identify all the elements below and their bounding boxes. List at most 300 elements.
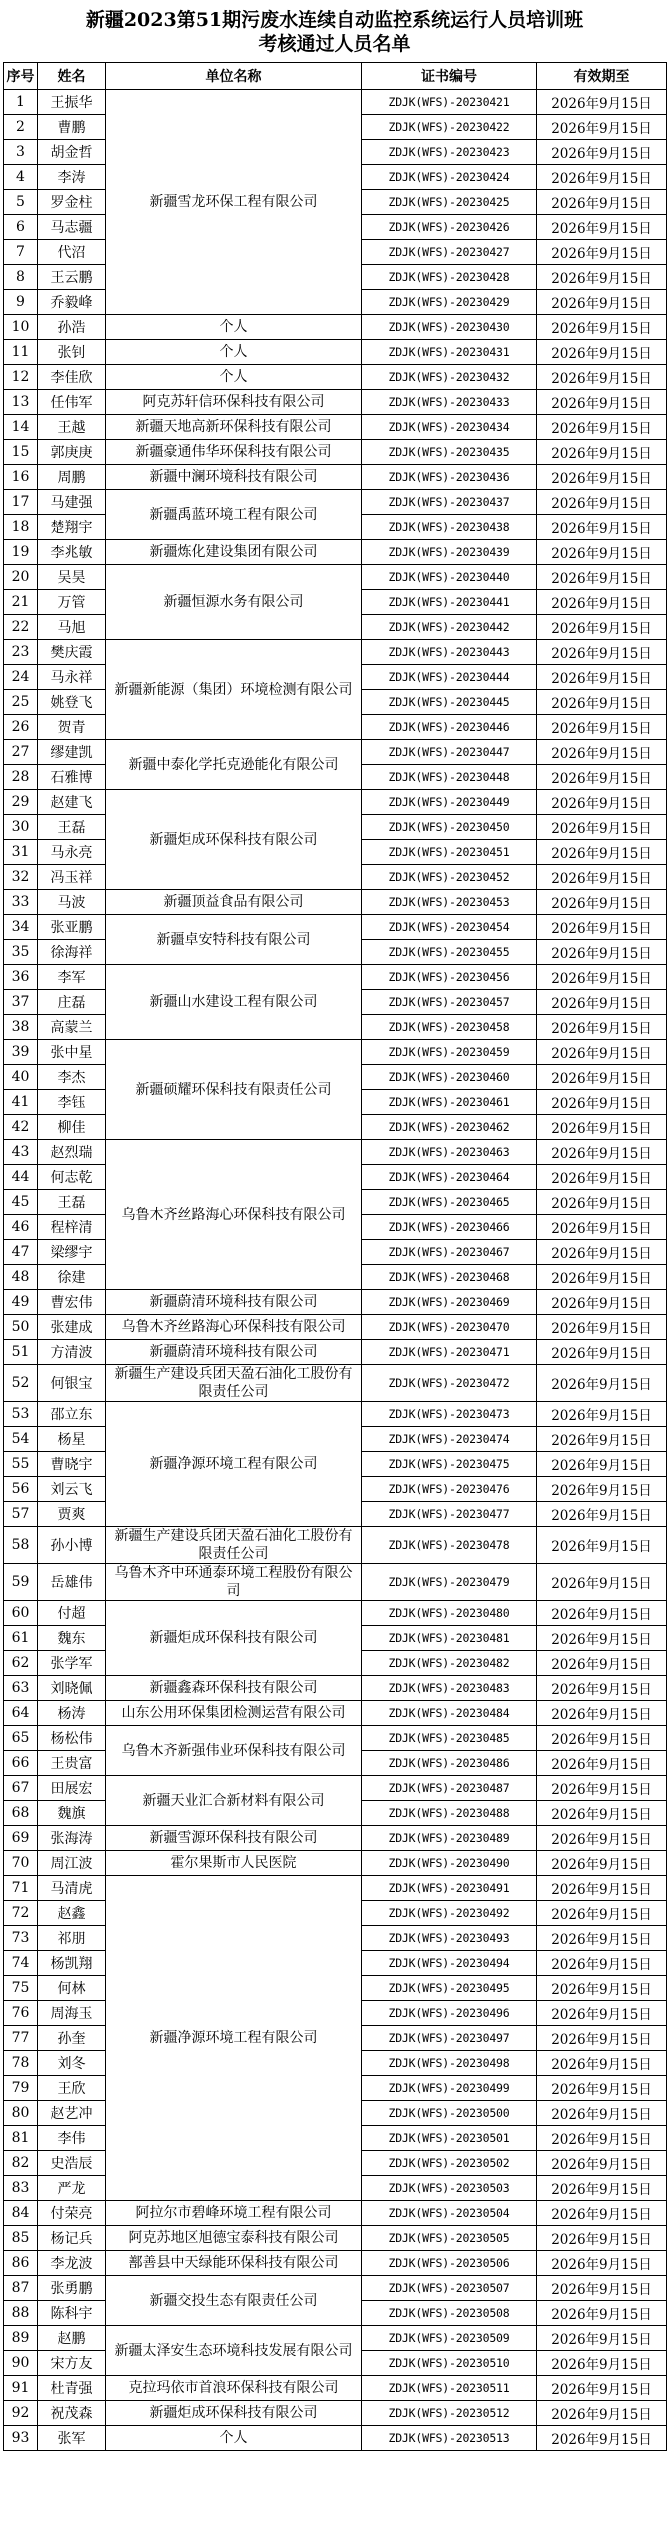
row-unit: 新疆交投生态有限责任公司 (106, 2276, 362, 2326)
row-unit: 个人 (106, 315, 362, 340)
row-valid-until: 2026年9月15日 (537, 1040, 667, 1065)
row-seq: 51 (4, 1340, 38, 1365)
row-cert: ZDJK(WFS)-20230512 (362, 2401, 537, 2426)
row-cert: ZDJK(WFS)-20230470 (362, 1315, 537, 1340)
row-unit: 新疆蔚清环境科技有限公司 (106, 1290, 362, 1315)
row-unit: 乌鲁木齐丝路海心环保科技有限公司 (106, 1315, 362, 1340)
table-row (4, 2276, 667, 2301)
row-cert: ZDJK(WFS)-20230443 (362, 640, 537, 665)
row-seq: 24 (4, 665, 38, 690)
row-name: 孙小博 (38, 1527, 106, 1564)
table-row (4, 1564, 667, 1601)
row-seq: 65 (4, 1726, 38, 1751)
row-cert: ZDJK(WFS)-20230465 (362, 1190, 537, 1215)
row-seq: 19 (4, 540, 38, 565)
row-seq: 91 (4, 2376, 38, 2401)
row-seq: 4 (4, 165, 38, 190)
row-unit: 阿克苏轩信环保科技有限公司 (106, 390, 362, 415)
row-name: 宋方友 (38, 2351, 106, 2376)
table-row (4, 1676, 667, 1701)
row-name: 柳佳 (38, 1115, 106, 1140)
row-cert: ZDJK(WFS)-20230511 (362, 2376, 537, 2401)
row-unit: 新疆鑫森环保科技有限公司 (106, 1676, 362, 1701)
row-cert: ZDJK(WFS)-20230498 (362, 2051, 537, 2076)
row-valid-until: 2026年9月15日 (537, 290, 667, 315)
row-unit: 新疆硕耀环保科技有限责任公司 (106, 1040, 362, 1140)
row-unit: 新疆太泽安生态环境科技发展有限公司 (106, 2326, 362, 2376)
row-name: 付超 (38, 1601, 106, 1626)
row-cert: ZDJK(WFS)-20230451 (362, 840, 537, 865)
table-row (4, 540, 667, 565)
row-valid-until: 2026年9月15日 (537, 490, 667, 515)
row-valid-until: 2026年9月15日 (537, 2076, 667, 2101)
row-valid-until: 2026年9月15日 (537, 1065, 667, 1090)
row-cert: ZDJK(WFS)-20230460 (362, 1065, 537, 1090)
row-cert: ZDJK(WFS)-20230508 (362, 2301, 537, 2326)
row-unit: 新疆中泰化学托克逊能化有限公司 (106, 740, 362, 790)
row-cert: ZDJK(WFS)-20230423 (362, 140, 537, 165)
row-name: 李钰 (38, 1090, 106, 1115)
row-valid-until: 2026年9月15日 (537, 265, 667, 290)
row-valid-until: 2026年9月15日 (537, 1676, 667, 1701)
row-name: 乔毅峰 (38, 290, 106, 315)
row-name: 马永亮 (38, 840, 106, 865)
row-unit: 新疆净源环境工程有限公司 (106, 1876, 362, 2201)
row-seq: 23 (4, 640, 38, 665)
row-name: 徐建 (38, 1265, 106, 1290)
row-cert: ZDJK(WFS)-20230493 (362, 1926, 537, 1951)
row-seq: 12 (4, 365, 38, 390)
row-name: 马永祥 (38, 665, 106, 690)
row-seq: 79 (4, 2076, 38, 2101)
table-row (4, 1851, 667, 1876)
row-seq: 80 (4, 2101, 38, 2126)
header-seq: 序号 (4, 63, 38, 90)
row-cert: ZDJK(WFS)-20230466 (362, 1215, 537, 1240)
row-name: 王云鹏 (38, 265, 106, 290)
row-seq: 62 (4, 1651, 38, 1676)
row-cert: ZDJK(WFS)-20230433 (362, 390, 537, 415)
title-line-1: 新疆2023第51期污废水连续自动监控系统运行人员培训班 (85, 9, 584, 31)
row-name: 祁朋 (38, 1926, 106, 1951)
row-cert: ZDJK(WFS)-20230487 (362, 1776, 537, 1801)
row-cert: ZDJK(WFS)-20230477 (362, 1502, 537, 1527)
row-valid-until: 2026年9月15日 (537, 840, 667, 865)
row-unit: 霍尔果斯市人民医院 (106, 1851, 362, 1876)
row-cert: ZDJK(WFS)-20230461 (362, 1090, 537, 1115)
row-name: 曹晓宇 (38, 1452, 106, 1477)
row-name: 魏旗 (38, 1801, 106, 1826)
row-name: 罗金柱 (38, 190, 106, 215)
row-name: 何林 (38, 1976, 106, 2001)
row-valid-until: 2026年9月15日 (537, 865, 667, 890)
row-unit: 阿克苏地区旭德宝泰科技有限公司 (106, 2226, 362, 2251)
table-row (4, 1776, 667, 1801)
row-cert: ZDJK(WFS)-20230488 (362, 1801, 537, 1826)
row-valid-until: 2026年9月15日 (537, 1240, 667, 1265)
row-valid-until: 2026年9月15日 (537, 765, 667, 790)
row-cert: ZDJK(WFS)-20230478 (362, 1527, 537, 1564)
row-seq: 18 (4, 515, 38, 540)
row-cert: ZDJK(WFS)-20230456 (362, 965, 537, 990)
row-cert: ZDJK(WFS)-20230475 (362, 1452, 537, 1477)
row-cert: ZDJK(WFS)-20230495 (362, 1976, 537, 2001)
row-unit: 新疆炬成环保科技有限公司 (106, 790, 362, 890)
row-name: 王欣 (38, 2076, 106, 2101)
row-name: 李佳欣 (38, 365, 106, 390)
row-valid-until: 2026年9月15日 (537, 1564, 667, 1601)
row-seq: 21 (4, 590, 38, 615)
row-name: 周海玉 (38, 2001, 106, 2026)
row-name: 李龙波 (38, 2251, 106, 2276)
row-seq: 35 (4, 940, 38, 965)
row-valid-until: 2026年9月15日 (537, 240, 667, 265)
row-unit: 新疆新能源（集团）环境检测有限公司 (106, 640, 362, 740)
row-unit: 新疆恒源水务有限公司 (106, 565, 362, 640)
row-seq: 41 (4, 1090, 38, 1115)
row-seq: 53 (4, 1402, 38, 1427)
row-valid-until: 2026年9月15日 (537, 690, 667, 715)
row-cert: ZDJK(WFS)-20230440 (362, 565, 537, 590)
row-seq: 13 (4, 390, 38, 415)
table-row (4, 890, 667, 915)
table-row (4, 465, 667, 490)
table-row (4, 415, 667, 440)
row-cert: ZDJK(WFS)-20230453 (362, 890, 537, 915)
row-name: 楚翔宇 (38, 515, 106, 540)
row-valid-until: 2026年9月15日 (537, 2201, 667, 2226)
table-row (4, 1365, 667, 1402)
row-valid-until: 2026年9月15日 (537, 790, 667, 815)
row-cert: ZDJK(WFS)-20230436 (362, 465, 537, 490)
row-seq: 48 (4, 1265, 38, 1290)
row-cert: ZDJK(WFS)-20230429 (362, 290, 537, 315)
row-name: 张军 (38, 2426, 106, 2451)
row-name: 吴昊 (38, 565, 106, 590)
row-cert: ZDJK(WFS)-20230503 (362, 2176, 537, 2201)
row-name: 杨凯翔 (38, 1951, 106, 1976)
table-row (4, 390, 667, 415)
row-cert: ZDJK(WFS)-20230438 (362, 515, 537, 540)
row-name: 王振华 (38, 90, 106, 115)
row-name: 张钊 (38, 340, 106, 365)
row-valid-until: 2026年9月15日 (537, 940, 667, 965)
row-seq: 93 (4, 2426, 38, 2451)
row-seq: 77 (4, 2026, 38, 2051)
table-row (4, 1340, 667, 1365)
row-valid-until: 2026年9月15日 (537, 2351, 667, 2376)
row-valid-until: 2026年9月15日 (537, 1165, 667, 1190)
row-name: 任伟军 (38, 390, 106, 415)
row-name: 曹鹏 (38, 115, 106, 140)
row-cert: ZDJK(WFS)-20230448 (362, 765, 537, 790)
row-valid-until: 2026年9月15日 (537, 1651, 667, 1676)
header-name: 姓名 (38, 63, 106, 90)
row-valid-until: 2026年9月15日 (537, 1851, 667, 1876)
row-name: 马旭 (38, 615, 106, 640)
row-valid-until: 2026年9月15日 (537, 2051, 667, 2076)
table-header-row (4, 63, 667, 90)
row-seq: 72 (4, 1901, 38, 1926)
row-valid-until: 2026年9月15日 (537, 990, 667, 1015)
row-valid-until: 2026年9月15日 (537, 165, 667, 190)
row-name: 代沼 (38, 240, 106, 265)
row-name: 岳雄伟 (38, 1564, 106, 1601)
row-cert: ZDJK(WFS)-20230504 (362, 2201, 537, 2226)
row-name: 田展宏 (38, 1776, 106, 1801)
row-name: 贺青 (38, 715, 106, 740)
row-valid-until: 2026年9月15日 (537, 1090, 667, 1115)
row-seq: 28 (4, 765, 38, 790)
row-valid-until: 2026年9月15日 (537, 1402, 667, 1427)
row-unit: 新疆山水建设工程有限公司 (106, 965, 362, 1040)
table-row (4, 1315, 667, 1340)
row-unit: 新疆卓安特科技有限公司 (106, 915, 362, 965)
row-name: 石雅博 (38, 765, 106, 790)
row-seq: 1 (4, 90, 38, 115)
row-seq: 16 (4, 465, 38, 490)
row-unit: 鄯善县中天绿能环保科技有限公司 (106, 2251, 362, 2276)
row-cert: ZDJK(WFS)-20230421 (362, 90, 537, 115)
row-name: 杨涛 (38, 1701, 106, 1726)
row-name: 刘云飞 (38, 1477, 106, 1502)
row-cert: ZDJK(WFS)-20230441 (362, 590, 537, 615)
row-cert: ZDJK(WFS)-20230507 (362, 2276, 537, 2301)
row-seq: 14 (4, 415, 38, 440)
row-name: 张海涛 (38, 1826, 106, 1851)
table-row (4, 2251, 667, 2276)
row-name: 杜青强 (38, 2376, 106, 2401)
row-name: 赵鹏 (38, 2326, 106, 2351)
row-cert: ZDJK(WFS)-20230494 (362, 1951, 537, 1976)
row-unit: 山东公用环保集团检测运营有限公司 (106, 1701, 362, 1726)
row-seq: 39 (4, 1040, 38, 1065)
row-valid-until: 2026年9月15日 (537, 340, 667, 365)
row-seq: 33 (4, 890, 38, 915)
table-row (4, 90, 667, 115)
row-valid-until: 2026年9月15日 (537, 815, 667, 840)
row-cert: ZDJK(WFS)-20230473 (362, 1402, 537, 1427)
row-valid-until: 2026年9月15日 (537, 90, 667, 115)
row-cert: ZDJK(WFS)-20230469 (362, 1290, 537, 1315)
header-unit: 单位名称 (106, 63, 362, 90)
row-unit: 新疆生产建设兵团天盈石油化工股份有限责任公司 (106, 1527, 362, 1564)
row-valid-until: 2026年9月15日 (537, 740, 667, 765)
row-cert: ZDJK(WFS)-20230506 (362, 2251, 537, 2276)
row-valid-until: 2026年9月15日 (537, 1215, 667, 1240)
row-valid-until: 2026年9月15日 (537, 2151, 667, 2176)
row-seq: 49 (4, 1290, 38, 1315)
row-seq: 74 (4, 1951, 38, 1976)
row-seq: 66 (4, 1751, 38, 1776)
row-cert: ZDJK(WFS)-20230424 (362, 165, 537, 190)
row-name: 赵艺冲 (38, 2101, 106, 2126)
row-seq: 9 (4, 290, 38, 315)
row-seq: 45 (4, 1190, 38, 1215)
row-seq: 6 (4, 215, 38, 240)
row-seq: 40 (4, 1065, 38, 1090)
row-name: 刘晓佩 (38, 1676, 106, 1701)
row-cert: ZDJK(WFS)-20230457 (362, 990, 537, 1015)
row-name: 庄磊 (38, 990, 106, 1015)
personnel-table (3, 62, 667, 2451)
row-cert: ZDJK(WFS)-20230445 (362, 690, 537, 715)
table-row (4, 2201, 667, 2226)
row-seq: 10 (4, 315, 38, 340)
table-row (4, 2426, 667, 2451)
row-cert: ZDJK(WFS)-20230435 (362, 440, 537, 465)
row-valid-until: 2026年9月15日 (537, 140, 667, 165)
row-valid-until: 2026年9月15日 (537, 1265, 667, 1290)
row-valid-until: 2026年9月15日 (537, 1140, 667, 1165)
row-seq: 43 (4, 1140, 38, 1165)
row-name: 胡金哲 (38, 140, 106, 165)
row-valid-until: 2026年9月15日 (537, 1315, 667, 1340)
row-seq: 32 (4, 865, 38, 890)
row-name: 赵鑫 (38, 1901, 106, 1926)
row-valid-until: 2026年9月15日 (537, 2276, 667, 2301)
table-row (4, 1402, 667, 1427)
row-seq: 34 (4, 915, 38, 940)
row-seq: 52 (4, 1365, 38, 1402)
row-valid-until: 2026年9月15日 (537, 1926, 667, 1951)
row-seq: 22 (4, 615, 38, 640)
row-seq: 88 (4, 2301, 38, 2326)
row-name: 张建成 (38, 1315, 106, 1340)
row-seq: 78 (4, 2051, 38, 2076)
row-cert: ZDJK(WFS)-20230459 (362, 1040, 537, 1065)
row-cert: ZDJK(WFS)-20230481 (362, 1626, 537, 1651)
row-cert: ZDJK(WFS)-20230497 (362, 2026, 537, 2051)
row-name: 马清虎 (38, 1876, 106, 1901)
row-valid-until: 2026年9月15日 (537, 2251, 667, 2276)
row-seq: 5 (4, 190, 38, 215)
row-seq: 54 (4, 1427, 38, 1452)
row-seq: 25 (4, 690, 38, 715)
row-cert: ZDJK(WFS)-20230464 (362, 1165, 537, 1190)
row-valid-until: 2026年9月15日 (537, 365, 667, 390)
table-row (4, 315, 667, 340)
row-name: 李杰 (38, 1065, 106, 1090)
table-row (4, 1040, 667, 1065)
row-seq: 27 (4, 740, 38, 765)
row-cert: ZDJK(WFS)-20230471 (362, 1340, 537, 1365)
row-name: 郭庚庚 (38, 440, 106, 465)
row-seq: 56 (4, 1477, 38, 1502)
row-cert: ZDJK(WFS)-20230426 (362, 215, 537, 240)
row-valid-until: 2026年9月15日 (537, 1340, 667, 1365)
row-cert: ZDJK(WFS)-20230501 (362, 2126, 537, 2151)
row-name: 严龙 (38, 2176, 106, 2201)
row-name: 张亚鹏 (38, 915, 106, 940)
row-unit: 新疆天业汇合新材料有限公司 (106, 1776, 362, 1826)
row-seq: 59 (4, 1564, 38, 1601)
row-cert: ZDJK(WFS)-20230427 (362, 240, 537, 265)
row-cert: ZDJK(WFS)-20230485 (362, 1726, 537, 1751)
row-seq: 61 (4, 1626, 38, 1651)
row-seq: 50 (4, 1315, 38, 1340)
row-name: 马志疆 (38, 215, 106, 240)
row-valid-until: 2026年9月15日 (537, 1701, 667, 1726)
row-name: 马建强 (38, 490, 106, 515)
row-seq: 71 (4, 1876, 38, 1901)
row-seq: 83 (4, 2176, 38, 2201)
row-valid-until: 2026年9月15日 (537, 2176, 667, 2201)
row-cert: ZDJK(WFS)-20230505 (362, 2226, 537, 2251)
row-valid-until: 2026年9月15日 (537, 390, 667, 415)
row-name: 杨记兵 (38, 2226, 106, 2251)
row-valid-until: 2026年9月15日 (537, 440, 667, 465)
row-name: 徐海祥 (38, 940, 106, 965)
row-name: 何志乾 (38, 1165, 106, 1190)
row-valid-until: 2026年9月15日 (537, 565, 667, 590)
row-valid-until: 2026年9月15日 (537, 2126, 667, 2151)
row-cert: ZDJK(WFS)-20230444 (362, 665, 537, 690)
row-valid-until: 2026年9月15日 (537, 1452, 667, 1477)
row-name: 史浩辰 (38, 2151, 106, 2176)
row-name: 何银宝 (38, 1365, 106, 1402)
table-row (4, 1290, 667, 1315)
row-cert: ZDJK(WFS)-20230442 (362, 615, 537, 640)
table-body (4, 90, 667, 2451)
row-name: 王贵富 (38, 1751, 106, 1776)
row-unit: 新疆雪龙环保工程有限公司 (106, 90, 362, 315)
row-name: 陈科宇 (38, 2301, 106, 2326)
row-seq: 89 (4, 2326, 38, 2351)
row-unit: 个人 (106, 340, 362, 365)
row-valid-until: 2026年9月15日 (537, 115, 667, 140)
row-cert: ZDJK(WFS)-20230472 (362, 1365, 537, 1402)
row-cert: ZDJK(WFS)-20230484 (362, 1701, 537, 1726)
table-row (4, 1826, 667, 1851)
row-valid-until: 2026年9月15日 (537, 2001, 667, 2026)
row-valid-until: 2026年9月15日 (537, 665, 667, 690)
row-unit: 乌鲁木齐丝路海心环保科技有限公司 (106, 1140, 362, 1290)
row-name: 冯玉祥 (38, 865, 106, 890)
row-seq: 92 (4, 2401, 38, 2426)
row-cert: ZDJK(WFS)-20230452 (362, 865, 537, 890)
table-row (4, 790, 667, 815)
row-seq: 70 (4, 1851, 38, 1876)
row-unit: 新疆顶益食品有限公司 (106, 890, 362, 915)
row-name: 邵立东 (38, 1402, 106, 1427)
table-row (4, 490, 667, 515)
row-valid-until: 2026年9月15日 (537, 1015, 667, 1040)
row-name: 魏东 (38, 1626, 106, 1651)
row-name: 李兆敏 (38, 540, 106, 565)
table-row (4, 565, 667, 590)
row-name: 周江波 (38, 1851, 106, 1876)
table-row (4, 1527, 667, 1564)
row-cert: ZDJK(WFS)-20230510 (362, 2351, 537, 2376)
table-row (4, 915, 667, 940)
row-seq: 26 (4, 715, 38, 740)
row-seq: 67 (4, 1776, 38, 1801)
row-name: 李涛 (38, 165, 106, 190)
row-cert: ZDJK(WFS)-20230447 (362, 740, 537, 765)
row-name: 祝茂森 (38, 2401, 106, 2426)
row-name: 张学军 (38, 1651, 106, 1676)
row-cert: ZDJK(WFS)-20230439 (362, 540, 537, 565)
row-valid-until: 2026年9月15日 (537, 190, 667, 215)
row-seq: 55 (4, 1452, 38, 1477)
row-cert: ZDJK(WFS)-20230462 (362, 1115, 537, 1140)
row-cert: ZDJK(WFS)-20230499 (362, 2076, 537, 2101)
row-seq: 58 (4, 1527, 38, 1564)
row-valid-until: 2026年9月15日 (537, 2026, 667, 2051)
table-row (4, 2376, 667, 2401)
row-unit: 阿拉尔市碧峰环境工程有限公司 (106, 2201, 362, 2226)
